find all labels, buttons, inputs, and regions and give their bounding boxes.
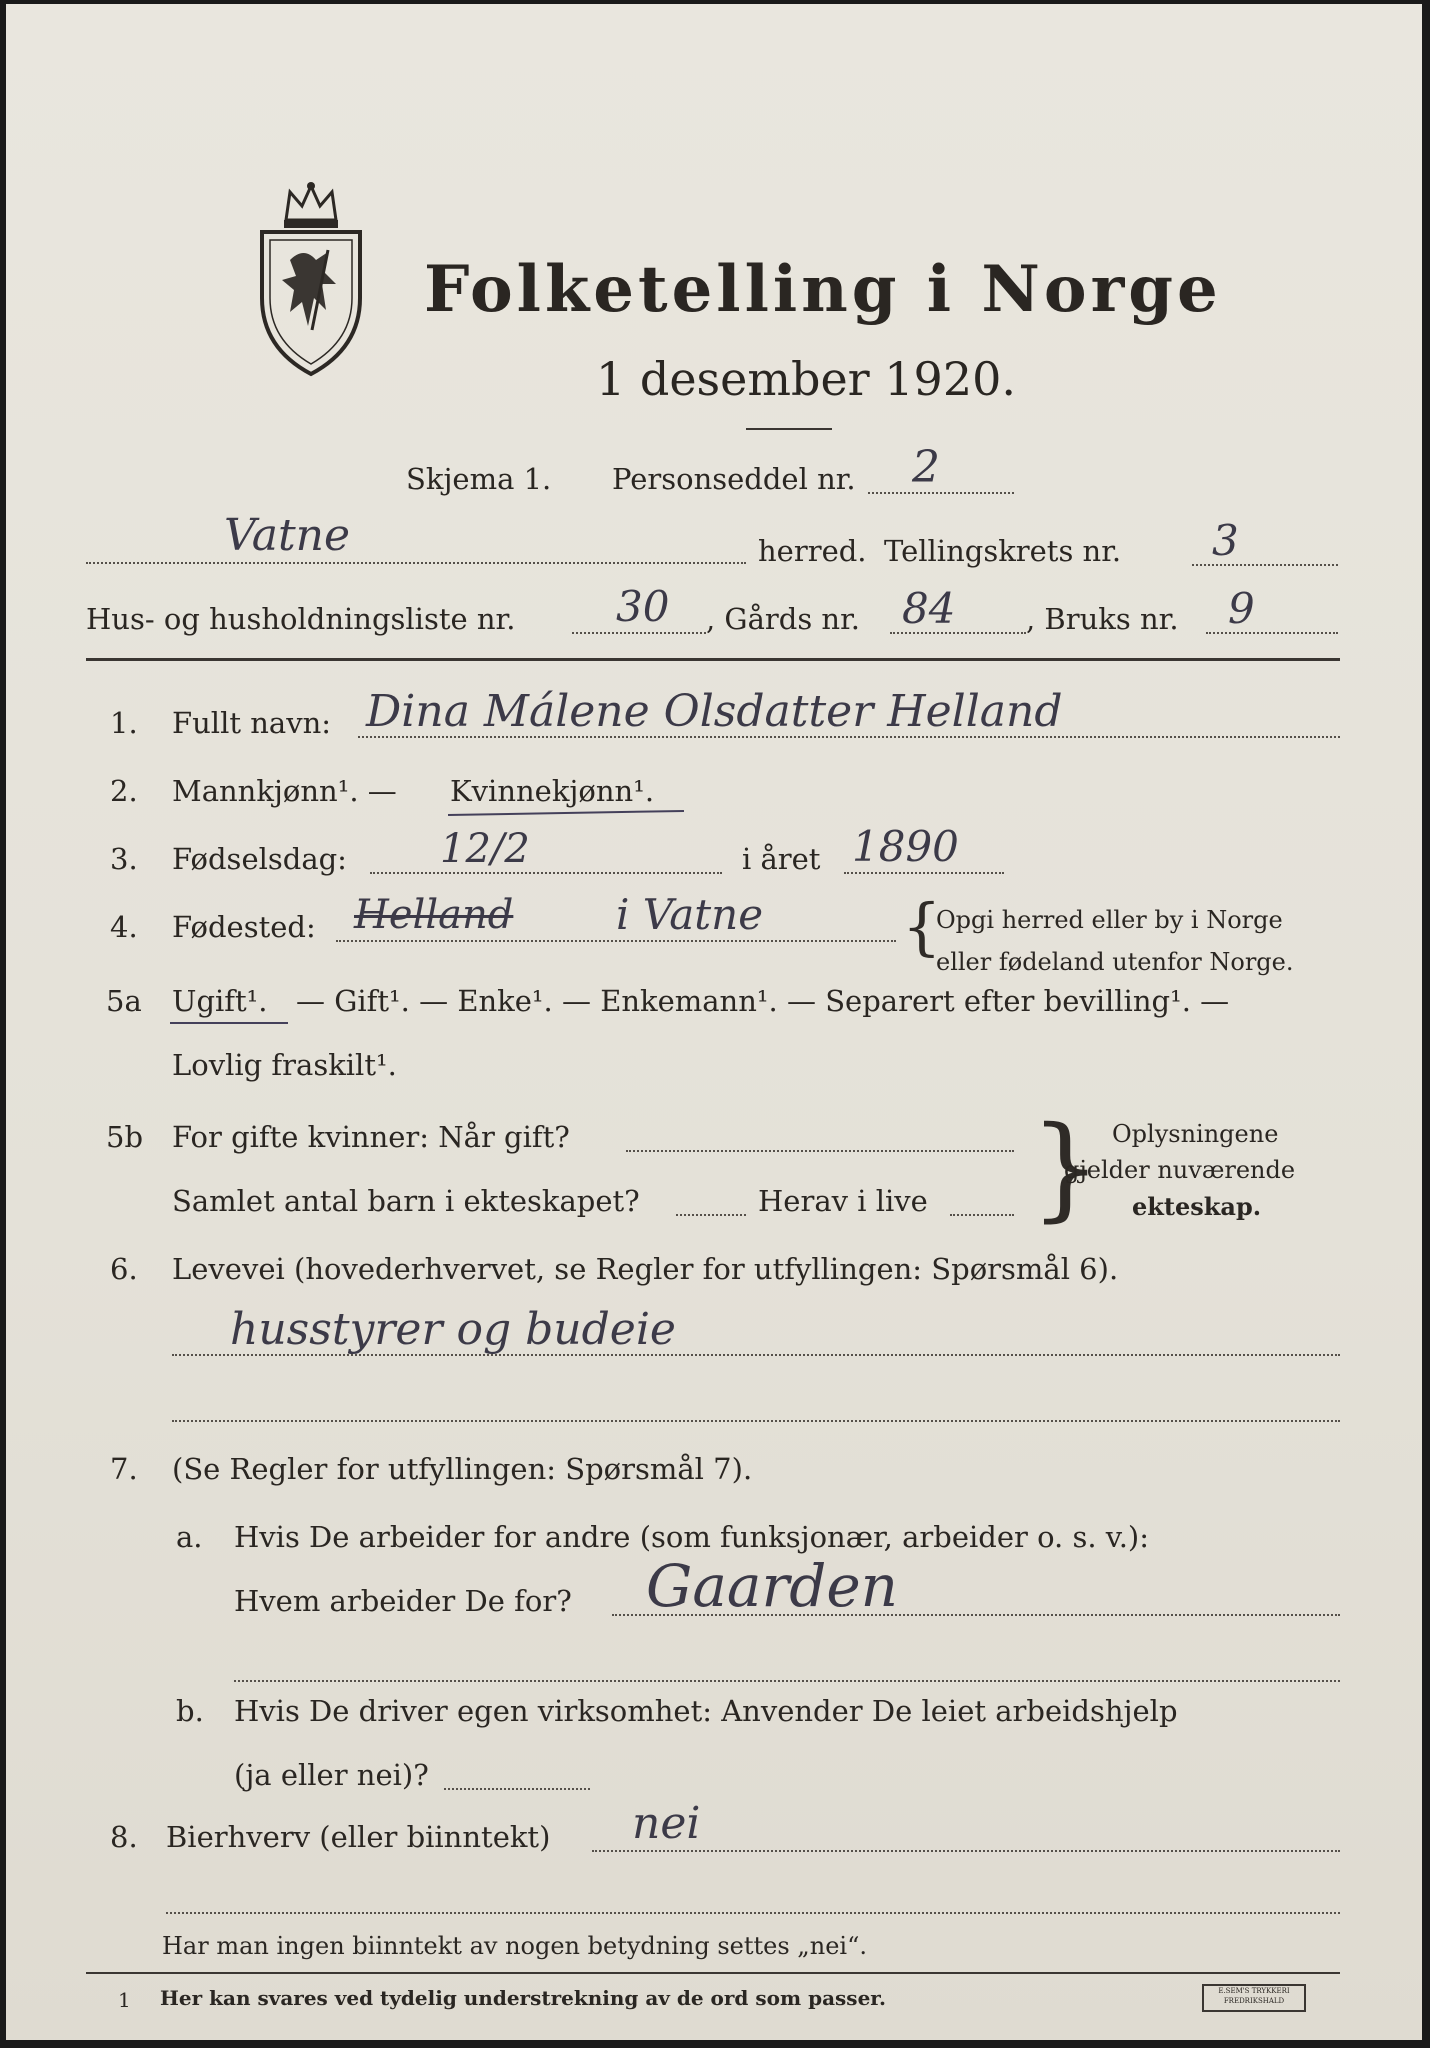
q7b-number: b. — [176, 1694, 204, 1728]
bruks-value: 9 — [1228, 584, 1255, 633]
q5b-brace: } — [1030, 1103, 1102, 1233]
census-date: 1 desember 1920. — [596, 352, 1016, 406]
q4-note-line-2: eller fødeland utenfor Norge. — [936, 948, 1294, 976]
q8-value: nei — [632, 1798, 701, 1849]
q5b-label-children: Samlet antal barn i ekteskapet? — [172, 1184, 640, 1218]
tellingskrets-label: Tellingskrets nr. — [884, 534, 1122, 568]
q3-value: 12/2 — [440, 826, 530, 872]
q8-label: Bierhverv (eller biinntekt) — [166, 1820, 551, 1854]
q6-value: husstyrer og budeie — [230, 1304, 676, 1355]
q7b-label-ja-nei: (ja eller nei)? — [234, 1758, 429, 1792]
q2-male-option: Mannkjønn¹. — — [172, 774, 397, 808]
biinntekt-note: Har man ingen biinntekt av nogen betydning settes „nei“. — [162, 1932, 867, 1960]
q5b-label-married: For gifte kvinner: Når gift? — [172, 1120, 570, 1154]
bruks-line — [1206, 632, 1338, 634]
q4-number: 4. — [110, 910, 138, 944]
q4-note-line-1: Opgi herred eller by i Norge — [936, 906, 1283, 934]
herred-line — [86, 562, 746, 564]
q2-female-option: Kvinnekjønn¹. — [450, 774, 655, 808]
footnote-mark: 1 — [118, 1988, 131, 2012]
q5a-ugift-option: Ugift¹. — [172, 984, 268, 1018]
q4-line — [336, 940, 896, 942]
tellingskrets-value: 3 — [1212, 516, 1239, 565]
q7b-line — [444, 1788, 590, 1790]
q4-label: Fødested: — [172, 910, 316, 944]
gards-value: 84 — [902, 584, 956, 633]
q4-brace: { — [902, 890, 942, 963]
q4-struck-value: Helland — [354, 892, 514, 938]
q6-label: Levevei (hovederhvervet, se Regler for utfyllingen: Spørsmål 6). — [172, 1252, 1119, 1286]
husholdning-line — [572, 632, 706, 634]
q2-number: 2. — [110, 774, 138, 808]
form-title: Folketelling i Norge — [424, 252, 1222, 327]
q7a-number: a. — [176, 1520, 203, 1554]
q1-label: Fullt navn: — [172, 706, 332, 740]
norway-coat-of-arms-icon — [252, 180, 370, 380]
personseddel-value: 2 — [912, 442, 940, 493]
q5b-alive-line — [950, 1214, 1014, 1216]
personseddel-label: Personseddel nr. — [612, 462, 856, 496]
husholdning-value: 30 — [616, 582, 670, 631]
q5a-number: 5a — [106, 984, 142, 1018]
q5a-fraskilt-option: Lovlig fraskilt¹. — [172, 1048, 397, 1082]
q5b-note-line-1: Oplysningene — [1112, 1120, 1279, 1148]
q8-line — [592, 1850, 1340, 1852]
q8-line-2 — [166, 1912, 1340, 1914]
skjema-label: Skjema 1. — [406, 462, 552, 496]
q3-line — [370, 872, 722, 874]
q5b-children-line — [676, 1214, 746, 1216]
q5b-note-line-2: gjelder nuværende — [1064, 1156, 1296, 1184]
q3-number: 3. — [110, 842, 138, 876]
gards-label: , Gårds nr. — [706, 602, 860, 636]
footnote-text: Her kan svares ved tydelig understrekning av de ord som passer. — [160, 1986, 886, 2010]
q1-value: Dina Málene Olsdatter Helland — [366, 686, 1063, 737]
q5b-married-line — [626, 1150, 1014, 1152]
q5b-number: 5b — [106, 1120, 144, 1154]
q5b-note-line-3: ekteskap. — [1132, 1192, 1262, 1221]
q7a-label: Hvis De arbeider for andre (som funksjonær, arbeider o. s. v.): — [234, 1520, 1150, 1554]
q5a-ugift-underline — [170, 1022, 288, 1024]
q3-year-value: 1890 — [852, 822, 959, 871]
q1-number: 1. — [110, 706, 138, 740]
herred-value: Vatne — [224, 510, 351, 561]
q5b-label-alive: Herav i live — [758, 1184, 928, 1218]
printer-stamp — [1202, 1984, 1306, 2012]
q7a-label-employer: Hvem arbeider De for? — [234, 1584, 572, 1618]
q2-female-underline — [448, 810, 684, 816]
q7a-line-2 — [234, 1680, 1340, 1682]
q6-line-2 — [172, 1420, 1340, 1422]
title-rule — [746, 428, 832, 430]
herred-label: herred. — [758, 534, 867, 568]
printer-city: FREDRIKSHALD — [1223, 1997, 1285, 2005]
header-separator — [86, 658, 1340, 661]
q7-label: (Se Regler for utfyllingen: Spørsmål 7). — [172, 1452, 753, 1486]
q7a-value: Gaarden — [646, 1552, 899, 1620]
bruks-label: , Bruks nr. — [1026, 602, 1179, 636]
q3-year-label: i året — [742, 842, 821, 876]
q4-value: i Vatne — [616, 890, 764, 939]
personseddel-line — [868, 492, 1014, 494]
q6-number: 6. — [110, 1252, 138, 1286]
census-form — [6, 4, 1422, 2040]
q8-number: 8. — [110, 1820, 138, 1854]
q7-number: 7. — [110, 1452, 138, 1486]
q7b-label: Hvis De driver egen virksomhet: Anvender De leiet arbeidshjelp — [234, 1694, 1178, 1728]
husholdning-label: Hus- og husholdningsliste nr. — [86, 602, 516, 636]
footer-separator — [86, 1972, 1340, 1974]
q5a-other-options: — Gift¹. — Enke¹. — Enkemann¹. — Separert efter bevilling¹. — — [296, 984, 1230, 1018]
q3-year-line — [844, 872, 1004, 874]
printer-name: E.SEM'S TRYKKERI — [1218, 1987, 1290, 1995]
q3-label: Fødselsdag: — [172, 842, 347, 876]
